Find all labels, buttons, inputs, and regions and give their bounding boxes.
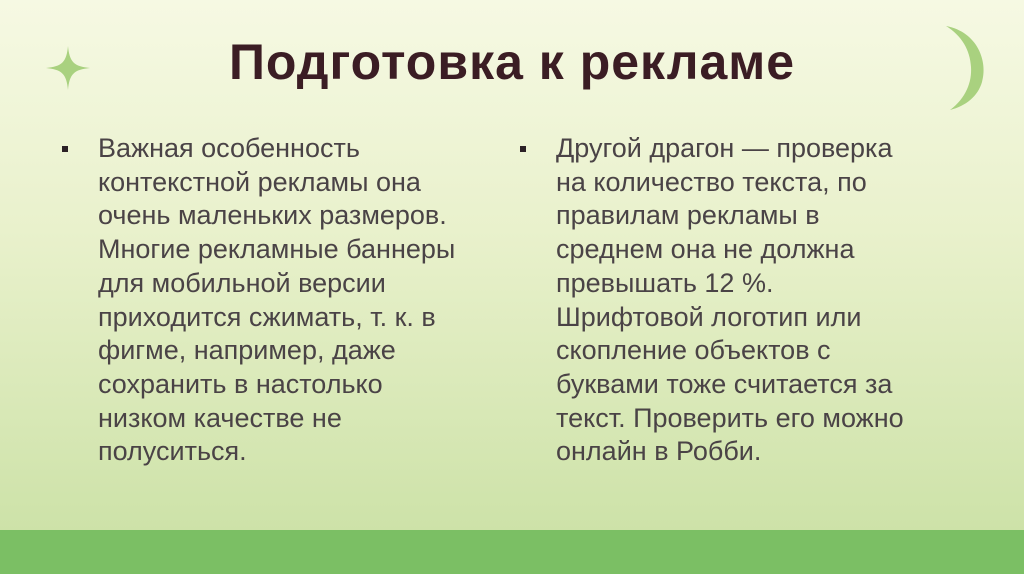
slide-title: Подготовка к рекламе	[228, 34, 796, 90]
bullet-text-left: Важная особенность контекстной рекламы она очень маленьких размеров. Многие рекламные баннеры для мобильной версии приходится сжимать, т. к. в фигме, например, даже сохранить в настолько низком качестве не полуситься.	[98, 133, 456, 467]
bullet-item-left	[98, 132, 518, 469]
bullet-item-right	[556, 132, 976, 469]
bullet-marker	[62, 146, 68, 152]
bullet-text-right: Другой драгон — проверка на количество текста, по правилам рекламы в среднем она не должна превышать 12 %. Шрифтовой логотип или скопление объектов с буквами тоже считается за текст. Проверить его можно онлайн в Робби.	[556, 133, 904, 467]
bullet-marker	[520, 146, 526, 152]
bottom-bar	[0, 530, 1024, 574]
